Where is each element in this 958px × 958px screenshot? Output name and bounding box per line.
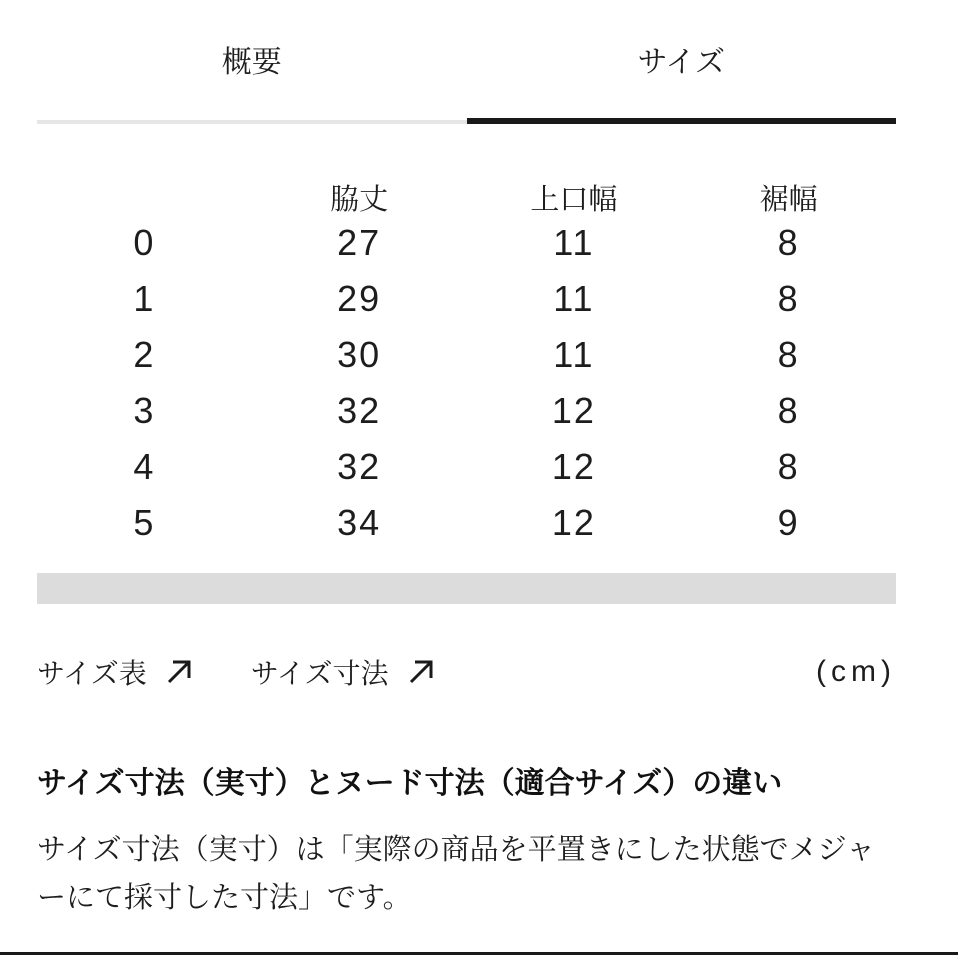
hem-width-value: 8 (777, 446, 800, 487)
column-header-size (37, 186, 252, 215)
tab-size[interactable]: サイズ (467, 46, 897, 124)
top-width-value: 11 (553, 334, 595, 375)
table-scrollbar-track[interactable] (37, 573, 896, 604)
side-length-value: 32 (337, 390, 382, 431)
top-width-value: 12 (551, 502, 596, 543)
external-link-arrow-icon (147, 656, 195, 688)
column-header-top-width: 上口幅 (530, 184, 618, 216)
size-label: 2 (133, 334, 156, 375)
hem-width-value: 8 (777, 222, 800, 263)
column-header-hem-width: 裾幅 (759, 184, 818, 216)
table-header-row (37, 186, 896, 215)
size-chart-link-label: サイズ表 (37, 658, 147, 689)
table-row (37, 439, 896, 495)
size-panel (37, 0, 896, 922)
hem-width-value: 9 (777, 502, 800, 543)
size-label: 5 (133, 502, 156, 543)
top-width-value: 11 (553, 222, 595, 263)
side-length-value: 32 (337, 446, 382, 487)
size-chart-link[interactable] (37, 652, 195, 692)
external-link-arrow-icon (389, 656, 437, 688)
top-width-value: 12 (551, 446, 596, 487)
section-divider (0, 952, 958, 955)
links-row (37, 654, 896, 690)
top-width-value: 11 (553, 278, 595, 319)
table-row (37, 271, 896, 327)
side-length-value: 27 (337, 222, 382, 263)
tab-overview[interactable]: 概要 (37, 46, 467, 124)
unit-label: (cm) (816, 655, 896, 688)
size-table (37, 186, 896, 551)
side-length-value: 30 (337, 334, 382, 375)
size-measurements-link-label: サイズ寸法 (250, 658, 389, 689)
table-row (37, 327, 896, 383)
info-heading: サイズ寸法（実寸）とヌード寸法（適合サイズ）の違い (37, 767, 783, 800)
table-row (37, 495, 896, 551)
size-measurements-link[interactable] (251, 652, 437, 692)
size-label: 1 (133, 278, 156, 319)
hem-width-value: 8 (777, 278, 800, 319)
hem-width-value: 8 (777, 390, 800, 431)
column-header-side-length: 脇丈 (330, 184, 389, 216)
info-body: サイズ寸法（実寸）は「実際の商品を平置きにした状態でメジャーにて採寸した寸法」です。 (37, 834, 876, 914)
hem-width-value: 8 (777, 334, 800, 375)
size-label: 3 (133, 390, 156, 431)
table-row (37, 215, 896, 271)
top-width-value: 12 (551, 390, 596, 431)
size-label: 4 (133, 446, 156, 487)
tab-bar (37, 0, 896, 124)
side-length-value: 29 (337, 278, 382, 319)
table-row (37, 383, 896, 439)
side-length-value: 34 (337, 502, 382, 543)
size-label: 0 (133, 222, 156, 263)
